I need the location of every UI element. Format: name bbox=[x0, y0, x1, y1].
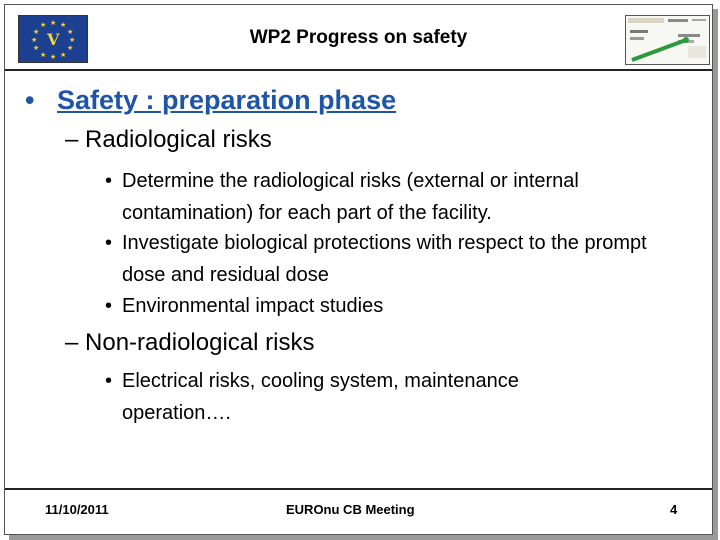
item-bullet: • bbox=[105, 170, 113, 192]
subsection-label: Radiological risks bbox=[85, 126, 272, 153]
item-bullet: • bbox=[105, 232, 113, 254]
item-text: Determine the radiological risks (external or internal contamination) for each part of the facility. bbox=[122, 170, 579, 224]
list-item bbox=[105, 165, 685, 229]
list-item bbox=[105, 365, 625, 429]
dash-marker: – bbox=[65, 126, 79, 153]
heading-text: Safety : preparation phase bbox=[57, 85, 397, 115]
dash-marker: – bbox=[65, 329, 79, 356]
subsection-radiological bbox=[65, 126, 272, 154]
slide-title: WP2 Progress on safety bbox=[249, 27, 468, 48]
subsection-label: Non-radiological risks bbox=[85, 329, 315, 356]
footer-divider bbox=[5, 488, 712, 490]
list-item bbox=[105, 227, 685, 291]
slide bbox=[4, 4, 713, 535]
heading-bullet: • bbox=[25, 85, 35, 115]
list-item bbox=[105, 290, 685, 322]
footer-event: EUROnu CB Meeting bbox=[286, 502, 415, 517]
slide-body bbox=[5, 5, 712, 534]
page-number: 4 bbox=[670, 502, 678, 517]
item-text: Electrical risks, cooling system, maintenance operation…. bbox=[122, 370, 519, 424]
subsection-non-radiological bbox=[65, 329, 314, 357]
eu-flag-logo: ★ ★ ★ ★ ★ ★ ★ ★ ★ ★ ★ ★ V bbox=[18, 15, 88, 63]
item-bullet: • bbox=[105, 295, 113, 317]
footer-date: 11/10/2011 bbox=[45, 502, 109, 517]
item-text: Investigate biological protections with respect to the prompt dose and residual dose bbox=[122, 232, 647, 286]
item-text: Environmental impact studies bbox=[122, 295, 384, 317]
item-bullet: • bbox=[105, 370, 113, 392]
